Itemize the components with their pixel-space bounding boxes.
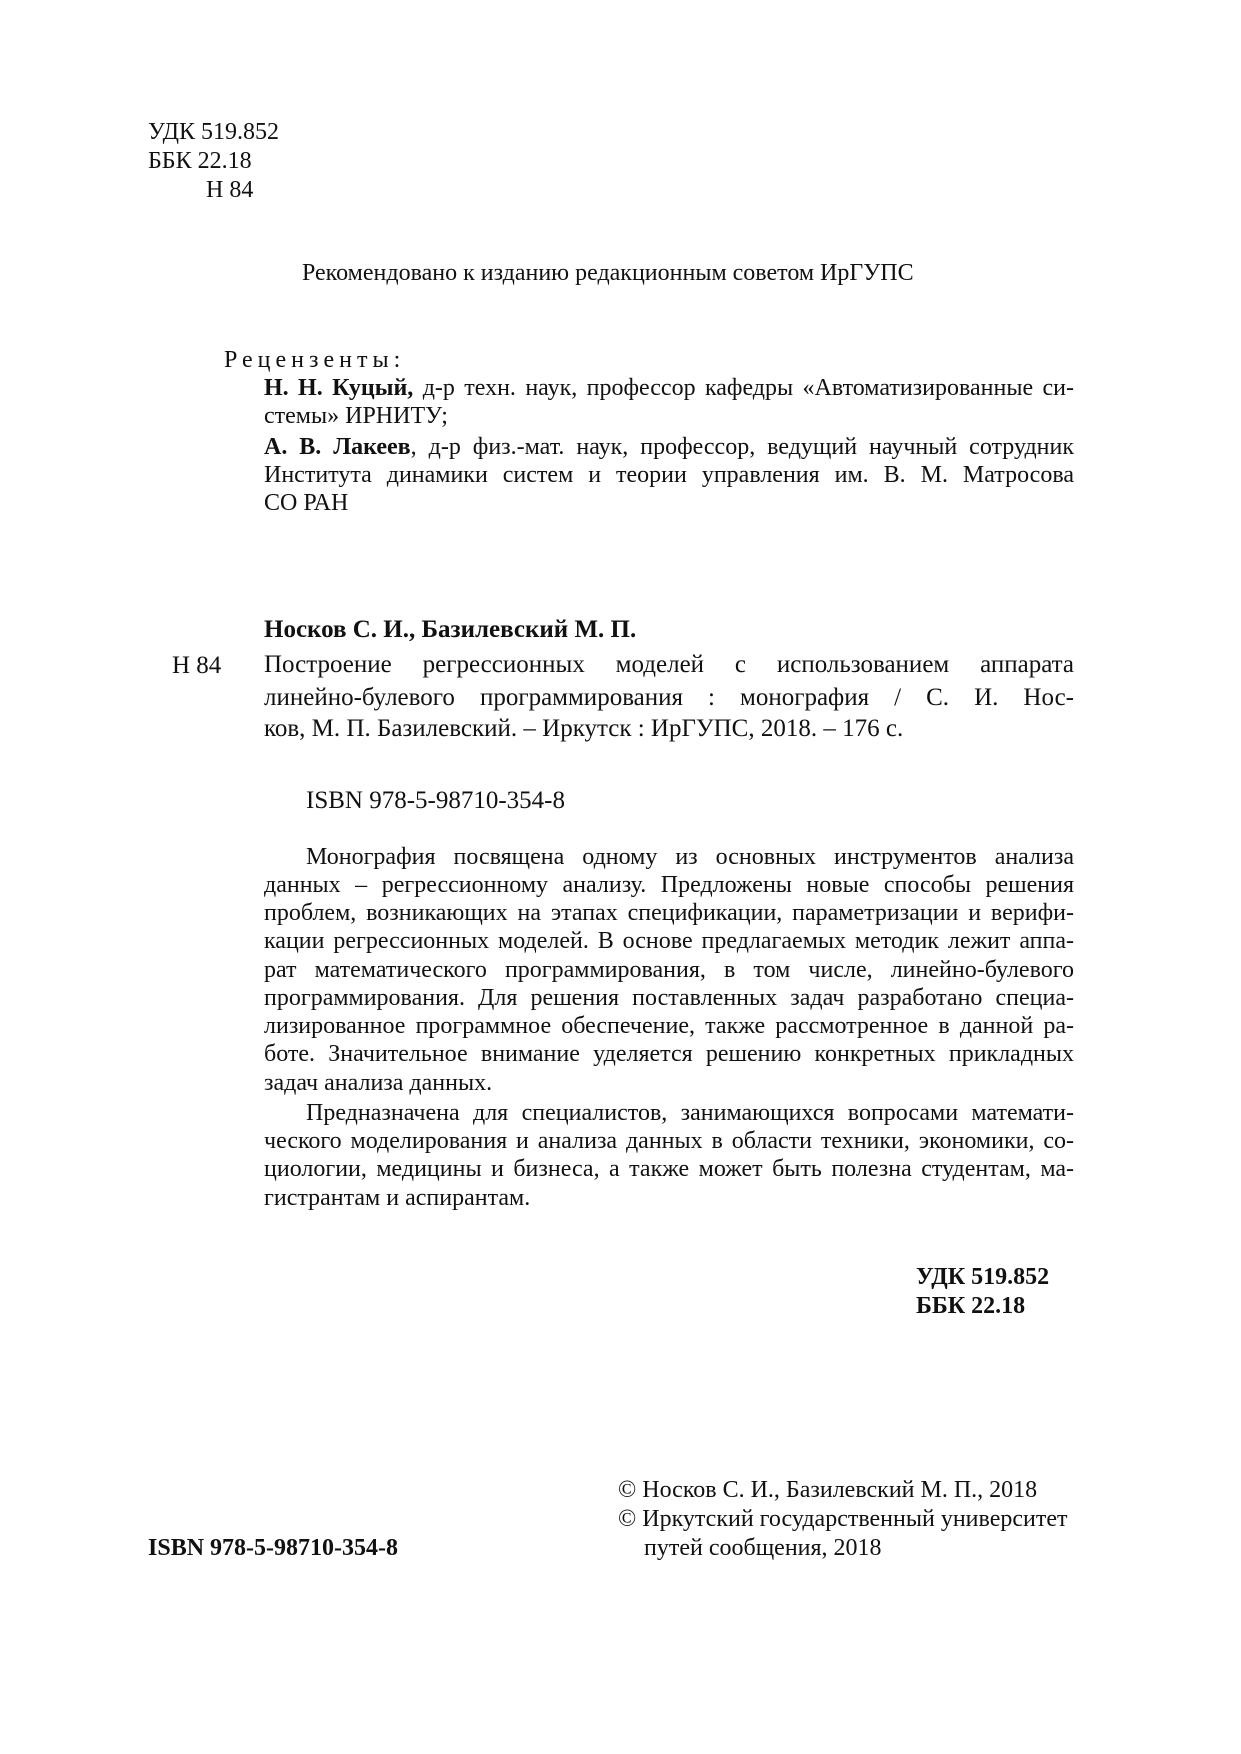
book-authors: Носков С. И., Базилевский М. П. (264, 616, 637, 643)
copyright-university-cont: путей сообщения, 2018 (644, 1535, 882, 1561)
abstract-line: ческого моделирования и анализа данных в области техники, экономики, со- (264, 1128, 1074, 1154)
reviewer-2-line-1 (264, 433, 1074, 461)
reviewers-heading: Рецензенты: (224, 347, 406, 373)
reviewer-1-line-2: стемы» ИРНИТУ; (264, 403, 448, 429)
reviewer-2-credentials: , д-р физ.-мат. наук, профессор, ведущий научный сотрудник (410, 434, 1075, 460)
book-title-line-2: линейно-булевого программирования : монография / С. И. Нос- (264, 684, 1074, 711)
book-isbn: ISBN 978-5-98710-354-8 (306, 787, 566, 814)
reviewer-1-credentials: д-р техн. наук, профессор кафедры «Автоматизированные си- (422, 375, 1075, 401)
author-sign: Н 84 (206, 177, 254, 203)
abstract-line: программирования. Для решения поставленных задач разработано специа- (264, 985, 1074, 1011)
book-title-line-3: ков, М. П. Базилевский. – Иркутск : ИрГУПС, 2018. – 176 с. (264, 715, 904, 742)
abstract-line: проблем, возникающих на этапах спецификации, параметризации и верифи- (264, 900, 1074, 926)
abstract-line: кации регрессионных моделей. В основе предлагаемых методик лежит аппа- (264, 928, 1074, 954)
abstract-line: данных – регрессионному анализу. Предложены новые способы решения (264, 872, 1074, 898)
abstract-line: лизированное программное обеспечение, также рассмотренное в данной ра- (264, 1013, 1074, 1039)
abstract-line: циологии, медицины и бизнеса, а также может быть полезна студентам, ма- (264, 1156, 1074, 1182)
reviewer-2-name: А. В. Лакеев (264, 434, 411, 460)
copyright-university: © Иркутский государственный университет (618, 1506, 1068, 1532)
recommendation-text: Рекомендовано к изданию редакционным советом ИрГУПС (302, 260, 914, 286)
abstract-line: боте. Значительное внимание уделяется решению конкретных прикладных (264, 1041, 1074, 1067)
footer-isbn: ISBN 978-5-98710-354-8 (148, 1535, 398, 1561)
abstract-line: рат математического программирования, в том числе, линейно-булевого (264, 957, 1074, 983)
bottom-udk-code: УДК 519.852 (916, 1264, 1050, 1290)
udk-code: УДК 519.852 (148, 119, 279, 145)
reviewer-2-line-2: Института динамики систем и теории управления им. В. М. Матросова (264, 462, 1074, 488)
reviewer-1-name: Н. Н. Куцый, (264, 375, 414, 401)
bbk-code: ББК 22.18 (148, 148, 252, 174)
abstract-line: задач анализа данных. (264, 1070, 493, 1096)
reviewer-1-line-1 (264, 374, 1074, 402)
reviewer-2-line-3: СО РАН (264, 490, 349, 516)
bottom-bbk-code: ББК 22.18 (916, 1293, 1026, 1319)
abstract-line: Монография посвящена одному из основных инструментов анализа (306, 844, 1074, 870)
abstract-line: гистрантам и аспирантам. (264, 1185, 531, 1211)
book-title-line-1: Построение регрессионных моделей с использованием аппарата (264, 651, 1074, 678)
copyright-authors: © Носков С. И., Базилевский М. П., 2018 (618, 1477, 1038, 1503)
book-sign: Н 84 (172, 652, 222, 679)
abstract-line: Предназначена для специалистов, занимающихся вопросами математи- (306, 1100, 1074, 1126)
